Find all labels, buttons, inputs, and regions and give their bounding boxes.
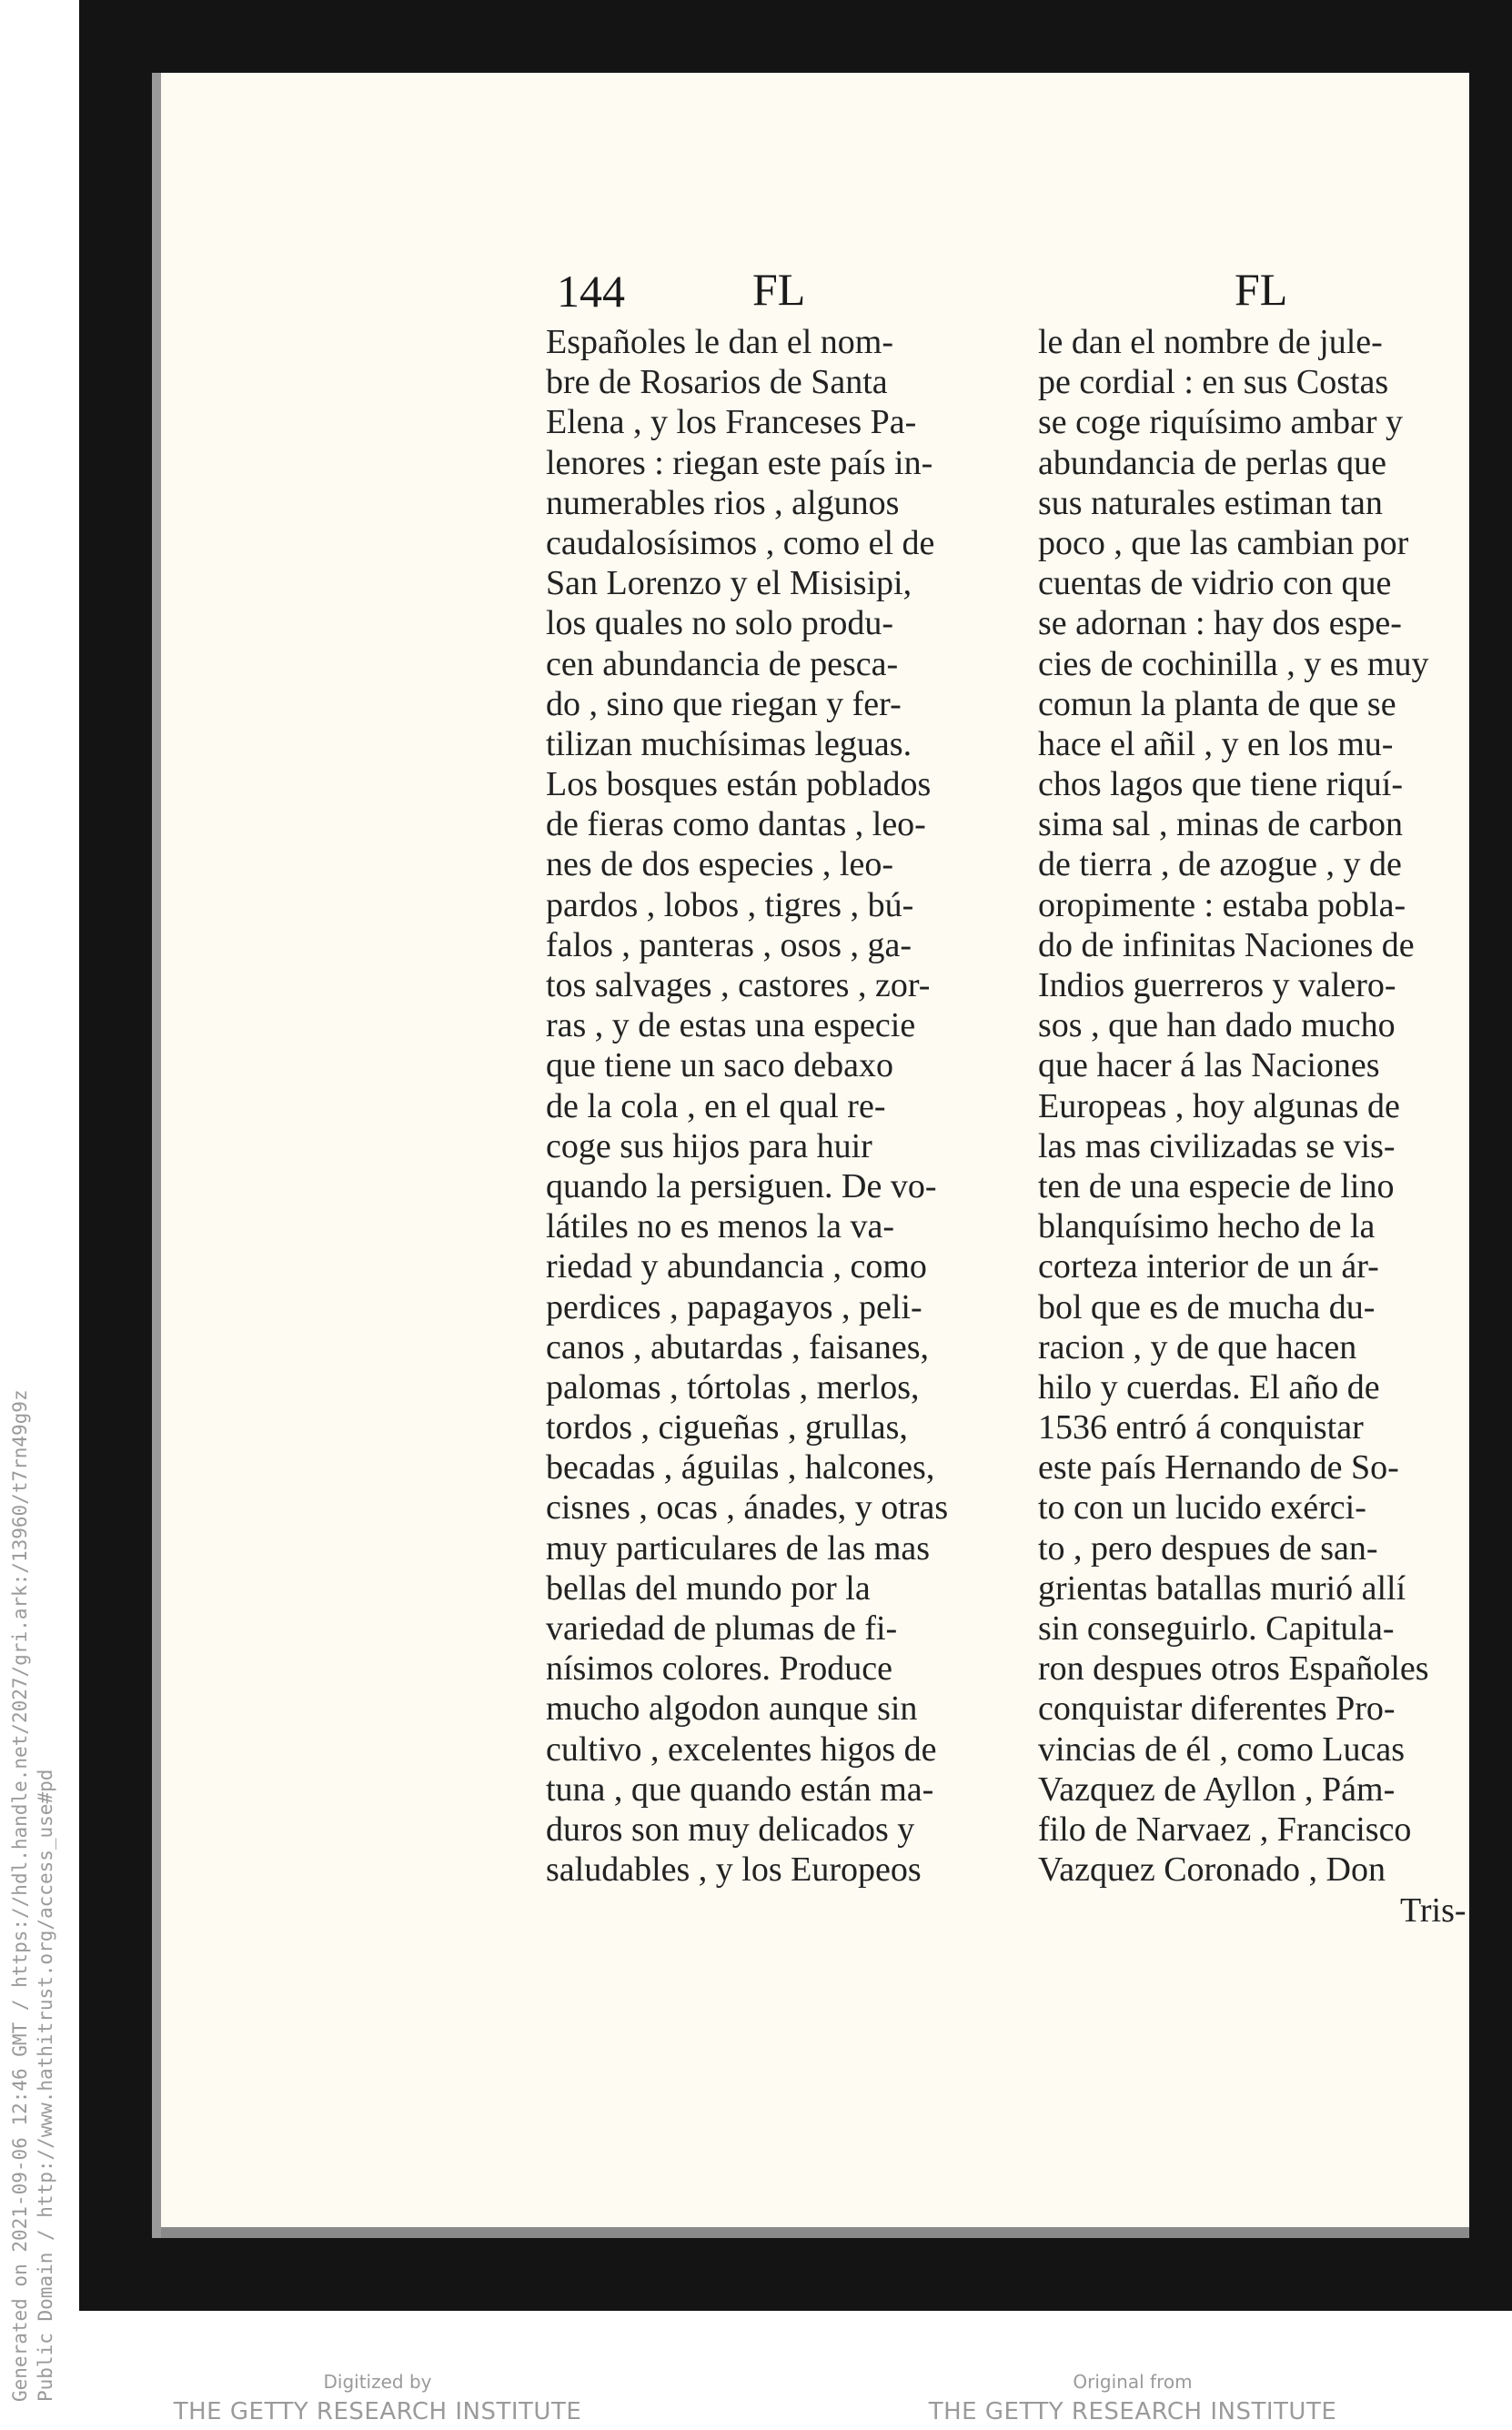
text-line: caudalosísimos , como el de — [546, 523, 935, 562]
text-line: cies de cochinilla , y es muy — [1038, 644, 1429, 683]
text-line: poco , que las cambian por — [1038, 523, 1409, 562]
text-line: lenores : riegan este país in- — [546, 443, 933, 482]
catchword: Tris- — [1400, 1891, 1467, 1930]
text-line: bellas del mundo por la — [546, 1568, 871, 1608]
text-line: los quales no solo produ- — [546, 604, 894, 643]
text-line: hilo y cuerdas. El año de — [1038, 1367, 1380, 1407]
watermark-strip — [0, 0, 79, 2430]
left-text-column — [546, 322, 998, 1890]
text-line: perdices , papagayos , peli- — [546, 1287, 922, 1326]
text-line: mucho algodon aunque sin — [546, 1689, 918, 1729]
text-line: se coge riquísimo ambar y — [1038, 403, 1404, 442]
running-head-right: FL — [1235, 264, 1288, 315]
text-line: bol que es de mucha du- — [1038, 1287, 1376, 1326]
text-line: falos , panteras , osos , ga- — [546, 925, 912, 964]
text-line: Elena , y los Franceses Pa- — [546, 403, 917, 442]
text-line: sos , que han dado mucho — [1038, 1006, 1396, 1045]
text-line: que tiene un saco debaxo — [546, 1046, 893, 1085]
text-line: filo de Narvaez , Francisco — [1038, 1810, 1412, 1849]
text-line: cultivo , excelentes higos de — [546, 1729, 937, 1769]
text-line: Europeas , hoy algunas de — [1038, 1086, 1400, 1125]
text-line: vincias de él , como Lucas — [1038, 1729, 1406, 1769]
text-line: abundancia de perlas que — [1038, 443, 1386, 482]
text-line: hace el añil , y en los mu- — [1038, 724, 1394, 763]
text-line: to , pero despues de san- — [1038, 1528, 1378, 1568]
text-line: ras , y de estas una especie — [546, 1006, 916, 1045]
text-line: este país Hernando de So- — [1038, 1448, 1399, 1487]
text-line: comun la planta de que se — [1038, 684, 1396, 723]
text-line: cuentas de vidrio con que — [1038, 564, 1392, 603]
text-line: do de infinitas Naciones de — [1038, 925, 1415, 964]
text-line: sima sal , minas de carbon — [1038, 805, 1404, 844]
text-line: tuna , que quando están ma- — [546, 1770, 934, 1809]
text-line: canos , abutardas , faisanes, — [546, 1327, 930, 1366]
text-line: pe cordial : en sus Costas — [1038, 363, 1389, 402]
text-line: becadas , águilas , halcones, — [546, 1448, 935, 1487]
watermark-line-1: Generated on 2021-09-06 12:46 GMT / https://hdl.handle.net/2027/gri.ark:/13960/t7rn49g9z — [9, 1389, 31, 2402]
text-line: numerables rios , algunos — [546, 483, 900, 522]
footer-digitized-label: Digitized by — [323, 2371, 432, 2393]
footer-original-from — [928, 2371, 1337, 2425]
text-line: le dan el nombre de jule- — [1038, 323, 1383, 361]
text-line: grientas batallas murió allí — [1038, 1568, 1406, 1608]
text-line: San Lorenzo y el Misisipi, — [546, 564, 912, 603]
text-line: Vazquez de Ayllon , Pám- — [1038, 1770, 1396, 1809]
text-line: cisnes , ocas , ánades, y otras — [546, 1488, 949, 1528]
text-line: se adornan : hay dos espe- — [1038, 604, 1402, 643]
text-line: do , sino que riegan y fer- — [546, 684, 902, 723]
scan-frame — [79, 0, 1512, 2311]
running-head-left: FL — [752, 264, 806, 315]
text-line: de fieras como dantas , leo- — [546, 805, 926, 844]
text-line: oropimente : estaba pobla- — [1038, 885, 1406, 924]
page-number: 144 — [557, 266, 625, 317]
footer-digitized-institution: THE GETTY RESEARCH INSTITUTE — [173, 2398, 582, 2425]
footer-digitized-by — [173, 2371, 582, 2425]
text-line: blanquísimo hecho de la — [1038, 1207, 1376, 1246]
text-line: las mas civilizadas se vis- — [1038, 1126, 1396, 1165]
text-line: tordos , cigueñas , grullas, — [546, 1408, 908, 1447]
text-line: coge sus hijos para huir — [546, 1126, 872, 1165]
text-line: Indios guerreros y valero- — [1038, 966, 1396, 1004]
text-line: de la cola , en el qual re- — [546, 1086, 886, 1125]
text-line: sus naturales estiman tan — [1038, 483, 1383, 522]
text-line: nes de dos especies , leo- — [546, 845, 893, 884]
footer-original-label: Original from — [1073, 2371, 1193, 2393]
watermark-text — [7, 1389, 58, 2402]
text-line: ron despues otros Españoles — [1038, 1649, 1429, 1689]
text-line: ten de una especie de lino — [1038, 1166, 1395, 1205]
text-line: 1536 entró á conquistar — [1038, 1408, 1364, 1447]
footer-original-institution: THE GETTY RESEARCH INSTITUTE — [928, 2398, 1337, 2425]
text-line: corteza interior de un ár- — [1038, 1247, 1379, 1286]
text-line: que hacer á las Naciones — [1038, 1046, 1380, 1085]
text-line: pardos , lobos , tigres , bú- — [546, 885, 914, 924]
text-line: nísimos colores. Produce — [546, 1649, 893, 1689]
text-line: palomas , tórtolas , merlos, — [546, 1367, 920, 1407]
text-line: tos salvages , castores , zor- — [546, 966, 931, 1004]
text-line: bre de Rosarios de Santa — [546, 363, 888, 402]
text-line: Españoles le dan el nom- — [546, 323, 894, 361]
text-line: conquistar diferentes Pro- — [1038, 1689, 1396, 1729]
text-line: variedad de plumas de fi- — [546, 1609, 898, 1648]
text-line: cen abundancia de pesca- — [546, 644, 899, 683]
text-line: riedad y abundancia , como — [546, 1247, 927, 1286]
text-line: to con un lucido exérci- — [1038, 1488, 1366, 1528]
text-line: Los bosques están poblados — [546, 765, 932, 804]
text-line: duros son muy delicados y — [546, 1810, 915, 1849]
text-line: chos lagos que tiene riquí- — [1038, 765, 1404, 804]
right-text-column — [1038, 322, 1489, 1890]
text-line: de tierra , de azogue , y de — [1038, 845, 1402, 884]
text-line: quando la persiguen. De vo- — [546, 1166, 937, 1205]
text-line: Vazquez Coronado , Don — [1038, 1850, 1386, 1890]
text-line: sin conseguirlo. Capitula- — [1038, 1609, 1395, 1648]
book-page — [152, 73, 1469, 2238]
text-line: muy particulares de las mas — [546, 1528, 931, 1568]
watermark-line-2: Public Domain / http://www.hathitrust.org/access_use#pd — [35, 1769, 56, 2402]
text-line: racion , y de que hacen — [1038, 1327, 1357, 1366]
text-line: tilizan muchísimas leguas. — [546, 724, 912, 763]
text-line: látiles no es menos la va- — [546, 1207, 895, 1246]
text-line: saludables , y los Europeos — [546, 1850, 922, 1890]
